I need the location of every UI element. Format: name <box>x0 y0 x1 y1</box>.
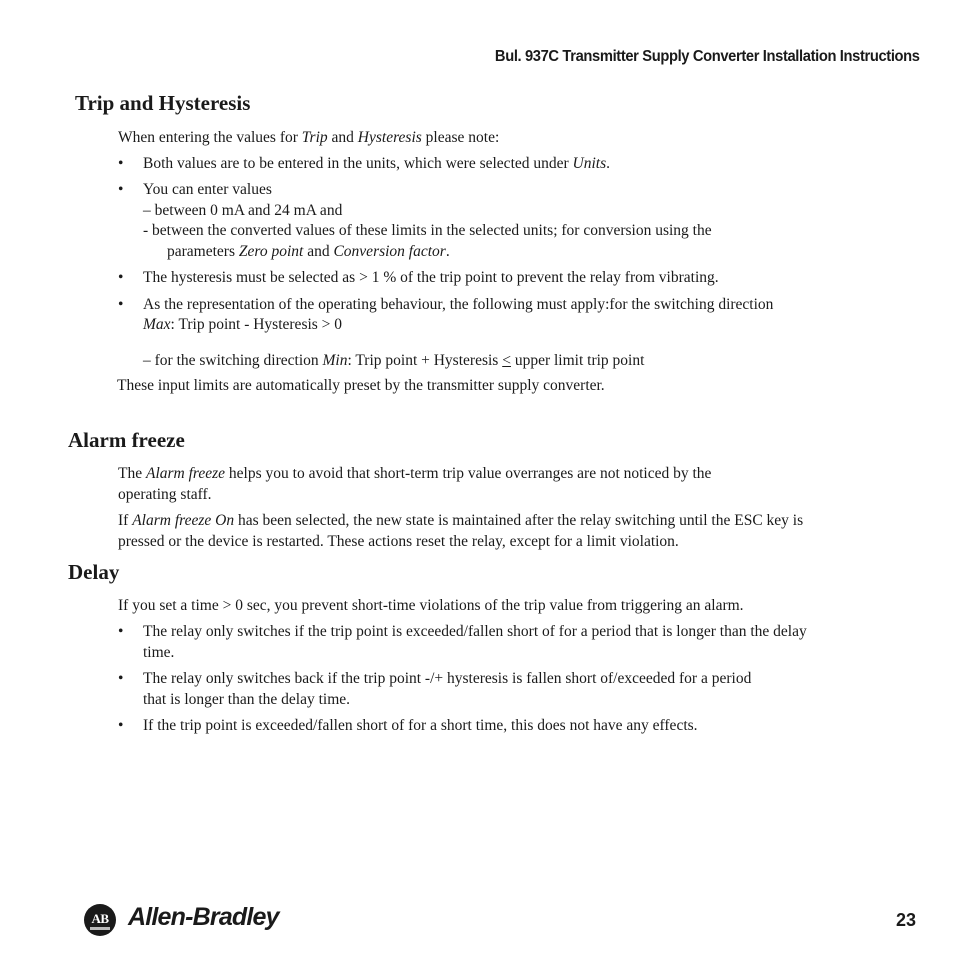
trip-sub-range-ma: – between 0 mA and 24 mA and <box>143 202 343 219</box>
section-heading-alarm-freeze: Alarm freeze <box>68 428 185 452</box>
section-heading-delay: Delay <box>68 560 120 584</box>
trip-sub-range-parameters: parameters Zero point and Conversion factor. <box>167 243 450 260</box>
bullet-icon: • <box>118 296 124 313</box>
delay-intro: If you set a time > 0 sec, you prevent short-time violations of the trip value from triggering an alarm. <box>118 597 744 614</box>
trip-intro: When entering the values for Trip and Hysteresis please note: <box>118 129 500 146</box>
alarm-paragraph-1-cont: operating staff. <box>118 486 212 503</box>
trip-bullet-units: Both values are to be entered in the units, which were selected under Units. <box>143 155 611 172</box>
trip-bullet-behaviour: As the representation of the operating behaviour, the following must apply:for the switching direction <box>143 296 774 313</box>
delay-bullet-switches-cont: time. <box>143 644 175 661</box>
trip-sub-range-converted: - between the converted values of these limits in the selected units; for conversion using the <box>143 222 712 239</box>
trip-closing: These input limits are automatically preset by the transmitter supply converter. <box>117 377 605 394</box>
running-header: Bul. 937C Transmitter Supply Converter Installation Instructions <box>495 48 920 65</box>
bullet-icon: • <box>118 717 124 734</box>
allen-bradley-logo-icon: AB <box>84 904 116 936</box>
trip-behaviour-min: – for the switching direction Min: Trip point + Hysteresis < upper limit trip point <box>143 352 645 369</box>
alarm-paragraph-2-cont: pressed or the device is restarted. These actions reset the relay, except for a limit violation. <box>118 533 679 550</box>
section-heading-trip-hysteresis: Trip and Hysteresis <box>75 91 251 115</box>
trip-bullet-values: You can enter values <box>143 181 272 198</box>
trip-behaviour-max: Max: Trip point - Hysteresis > 0 <box>143 316 343 333</box>
delay-bullet-short-time: If the trip point is exceeded/fallen short of for a short time, this does not have any effects. <box>143 717 698 734</box>
alarm-paragraph-2: If Alarm freeze On has been selected, the new state is maintained after the relay switching until the ESC key is <box>118 512 804 529</box>
trip-bullet-hysteresis: The hysteresis must be selected as > 1 % of the trip point to prevent the relay from vibrating. <box>143 269 719 286</box>
bullet-icon: • <box>118 269 124 286</box>
delay-bullet-switches-back: The relay only switches back if the trip point -/+ hysteresis is fallen short of/exceeded for a period <box>143 670 752 687</box>
page-number: 23 <box>895 910 916 930</box>
brand-wordmark: Allen-Bradley <box>128 903 279 931</box>
bullet-icon: • <box>118 181 124 198</box>
delay-bullet-switches-back-cont: that is longer than the delay time. <box>143 691 351 708</box>
alarm-paragraph-1: The Alarm freeze helps you to avoid that short-term trip value overranges are not noticed by the <box>118 465 712 482</box>
bullet-icon: • <box>118 623 124 640</box>
bullet-icon: • <box>118 670 124 687</box>
delay-bullet-switches: The relay only switches if the trip point is exceeded/fallen short of for a period that is longer than the delay <box>143 623 807 640</box>
bullet-icon: • <box>118 155 124 172</box>
